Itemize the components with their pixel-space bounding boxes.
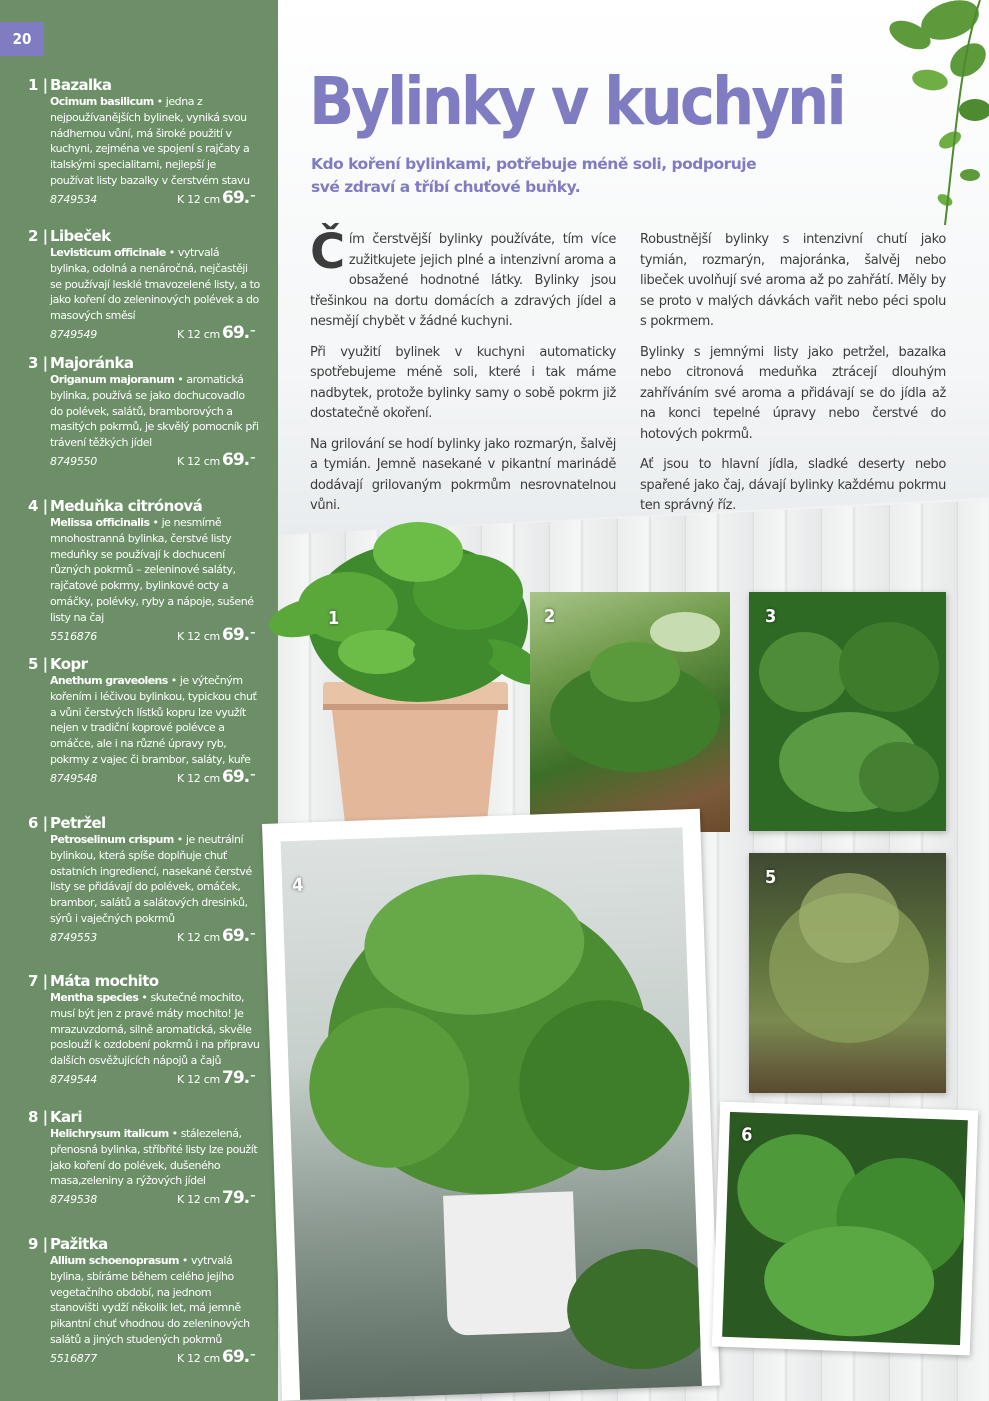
- article-title: Bylinky v kuchyni: [309, 63, 844, 140]
- product-size: K 12 cm: [177, 327, 220, 341]
- photo-lemon-balm: [262, 809, 720, 1401]
- product-code: 8749550: [50, 454, 97, 468]
- product-size: K 12 cm: [177, 930, 220, 944]
- product-name: Kari: [50, 1108, 82, 1126]
- product-code: 5516877: [50, 1351, 97, 1365]
- paragraph: Robustnější bylinky s intenzivní chutí jako tymián, rozmarýn, majoránka, šalvěj nebo libeček uvolňují své aroma až po zahřátí. Měly by se proto v malých dávkách vařit nebo péci spolu s pokrmem.: [640, 232, 946, 329]
- photo-parsley: [712, 1102, 978, 1356]
- product-code: 5516876: [50, 629, 97, 643]
- product-name: Máta mochito: [50, 972, 159, 990]
- product-description: Ocimum basilicum • jedna z nejpoužívanějších bylinek, vyniká svou nádhernou vůní, má široké použití v kuchyni, zejména ve spojení s rajčaty a italskými specialitami, nejlepší je používat listy bazalky v čerstvém stavu: [50, 95, 250, 187]
- product-description: Petroselinum crispum • je neutrální bylinkou, která spíše doplňuje chuť ostatních ingrediencí, nasekané čerstvé listy se přidávají do polévek, omáček, brambor, salátů a salátových dresinků, sýrů i vaječných pokrmů: [50, 833, 252, 925]
- product-index: 7 |: [28, 972, 48, 990]
- photo-number: 1: [328, 608, 340, 629]
- product-item-8: [0, 1108, 278, 1210]
- product-index: 5 |: [28, 655, 48, 673]
- product-item-7: [0, 972, 278, 1090]
- product-name: Meduňka citrónová: [50, 497, 203, 515]
- product-size: K 12 cm: [177, 192, 220, 206]
- article-subtitle: Kdo koření bylinkami, potřebuje méně soli, podporuje své zdraví a tříbí chuťové buňky.: [311, 155, 757, 196]
- product-code: 8749548: [50, 771, 97, 785]
- product-name: Majoránka: [50, 354, 134, 372]
- product-price: 69.–: [222, 925, 255, 946]
- photo-marjoram: [749, 592, 946, 831]
- page-number: 20: [0, 22, 44, 56]
- product-item-9: [0, 1235, 278, 1369]
- product-size: K 12 cm: [177, 1072, 220, 1086]
- product-name: Libeček: [50, 227, 111, 245]
- product-name: Pažitka: [50, 1235, 108, 1253]
- product-size: K 12 cm: [177, 1193, 220, 1207]
- photo-basil: [268, 512, 558, 842]
- photo-dill: [749, 853, 946, 1093]
- photo-number: 4: [291, 874, 304, 896]
- paragraph: ím čerstvější bylinky používáte, tím více zužitkujete jejich plné a intenzivní aroma a obsažené hodnotné látky. Bylinky jsou třešinkou na dortu domácích a zdravých jídel a nesmějí chybět v žádné kuchyni.: [310, 232, 616, 329]
- product-code: 8749538: [50, 1193, 97, 1207]
- product-size: K 12 cm: [177, 1351, 220, 1365]
- paragraph: Ať jsou to hlavní jídla, sladké deserty nebo spařené jako čaj, dávají bylinky každému pokrmu ten správný říz.: [640, 457, 946, 513]
- product-item-3: [0, 354, 278, 472]
- product-index: 8 |: [28, 1108, 48, 1126]
- paragraph: Na grilování se hodí bylinky jako rozmarýn, šalvěj a tymián. Jemně nasekané v pikantní marinádě dodávají grilovaným pokrmům nesrovnatelnou vůni.: [310, 436, 616, 513]
- product-code: 8749544: [50, 1072, 97, 1086]
- product-latin-name: Helichrysum italicum: [50, 1127, 169, 1140]
- product-latin-name: Anethum graveolens: [50, 674, 168, 687]
- photo-number: 5: [765, 867, 777, 888]
- product-description: Anethum graveolens • je výtečným kořením i léčivou bylinkou, typickou chuť a vůni čerstvých lístků kopru lze využít nejen v tradiční koprové polévce a omáčce, ale i na různé úpravy ryb, pokrmy z vajec či brambor, saláty, kuře: [50, 674, 257, 766]
- product-price: 69.–: [222, 322, 255, 343]
- product-size: K 12 cm: [177, 629, 220, 643]
- product-latin-name: Mentha species: [50, 991, 139, 1004]
- photo-number: 6: [740, 1124, 753, 1146]
- product-description: Levisticum officinale • vytrvalá bylinka, odolná a nenáročná, nejčastěji se používají lesklé tmavozelené listy, a to jako koření do zeleninových polévek a do masových směsí: [50, 246, 260, 323]
- product-description: Origanum majoranum • aromatická bylinka, používá se jako dochucovadlo do polévek, salátů, bramborových a masitých pokrmů, je skvělý pomocník při trávení těžkých jídel: [50, 373, 259, 450]
- product-size: K 12 cm: [177, 771, 220, 785]
- photo-lovage: [530, 592, 730, 832]
- product-code: 8749534: [50, 192, 97, 206]
- photo-number: 2: [544, 606, 556, 627]
- product-latin-name: Melissa officinalis: [50, 516, 150, 529]
- product-item-1: [0, 76, 278, 210]
- product-description: Melissa officinalis • je nesmírně mnohostranná bylinka, čerstvé listy meduňky se používají k dochucení různých pokrmů – zeleninové saláty, rajčatové pokrmy, bylinkové octy a omáčky, polévky, ryby a nápoje, sušené listy na čaj: [50, 516, 254, 624]
- product-latin-name: Origanum majoranum: [50, 373, 175, 386]
- paragraph: Bylinky s jemnými listy jako petržel, bazalka nebo citronová meduňka ztrácejí dlouhým zahříváním své aroma a přidávají se do jídla až na konci tepelné úpravy nebo čerstvé do hotových pokrmů.: [640, 344, 946, 442]
- product-sidebar: [0, 0, 278, 1401]
- product-price: 69.–: [222, 449, 255, 470]
- product-name: Kopr: [50, 655, 88, 673]
- product-index: 6 |: [28, 814, 48, 832]
- basil-pot-icon: [268, 512, 558, 842]
- product-index: 4 |: [28, 497, 48, 515]
- product-latin-name: Ocimum basilicum: [50, 95, 154, 108]
- product-code: 8749553: [50, 930, 97, 944]
- product-price: 69.–: [222, 187, 255, 208]
- product-price: 69.–: [222, 1346, 255, 1367]
- product-index: 3 |: [28, 354, 48, 372]
- product-description: Mentha species • skutečné mochito, musí být jen z pravé máty mochito! Je mrazuvzdorná, silně aromatická, skvěle poslouží k ozdobení pokrmů i na přípravu dalších osvěžujících nápojů a čajů: [50, 991, 260, 1068]
- product-price: 79.–: [222, 1188, 255, 1209]
- product-item-5: [0, 655, 278, 789]
- herb-decoration-icon: [850, 0, 989, 230]
- product-index: 2 |: [28, 227, 48, 245]
- paragraph: Při využití bylinek v kuchyni automaticky spotřebujeme méně soli, které i tak máme nadbytek, protože bylinky samy o sobě pokrm již dostatečně okoření.: [310, 344, 616, 421]
- product-description: Allium schoenoprasum • vytrvalá bylina, sbíráme během celého jejího vegetačního období, na jednom stanovišti vydží několik let, má jemně pikantní chuť vhodnou do zeleninových salátů a jiných studených pokrmů: [50, 1254, 250, 1346]
- product-code: 8749549: [50, 327, 97, 341]
- product-latin-name: Petroselinum crispum: [50, 833, 174, 846]
- article-column-2: [640, 230, 946, 527]
- product-name: Petržel: [50, 814, 106, 832]
- product-latin-name: Levisticum officinale: [50, 246, 166, 259]
- product-item-4: [0, 497, 278, 647]
- product-item-2: [0, 227, 278, 345]
- product-price: 69.–: [222, 766, 255, 787]
- product-index: 9 |: [28, 1235, 48, 1253]
- product-item-6: [0, 814, 278, 948]
- article-column-1: [310, 224, 616, 527]
- product-size: K 12 cm: [177, 454, 220, 468]
- photo-number: 3: [765, 606, 777, 627]
- product-index: 1 |: [28, 76, 48, 94]
- product-latin-name: Allium schoenoprasum: [50, 1254, 179, 1267]
- product-price: 79.–: [222, 1067, 255, 1088]
- product-description: Helichrysum italicum • stálezelená, přenosná bylinka, stříbřité listy lze použít jako koření do polévek, dušeného masa,zeleniny a rýžových jídel: [50, 1127, 258, 1188]
- drop-cap: Č: [310, 224, 345, 280]
- product-name: Bazalka: [50, 76, 112, 94]
- product-price: 69.–: [222, 624, 255, 645]
